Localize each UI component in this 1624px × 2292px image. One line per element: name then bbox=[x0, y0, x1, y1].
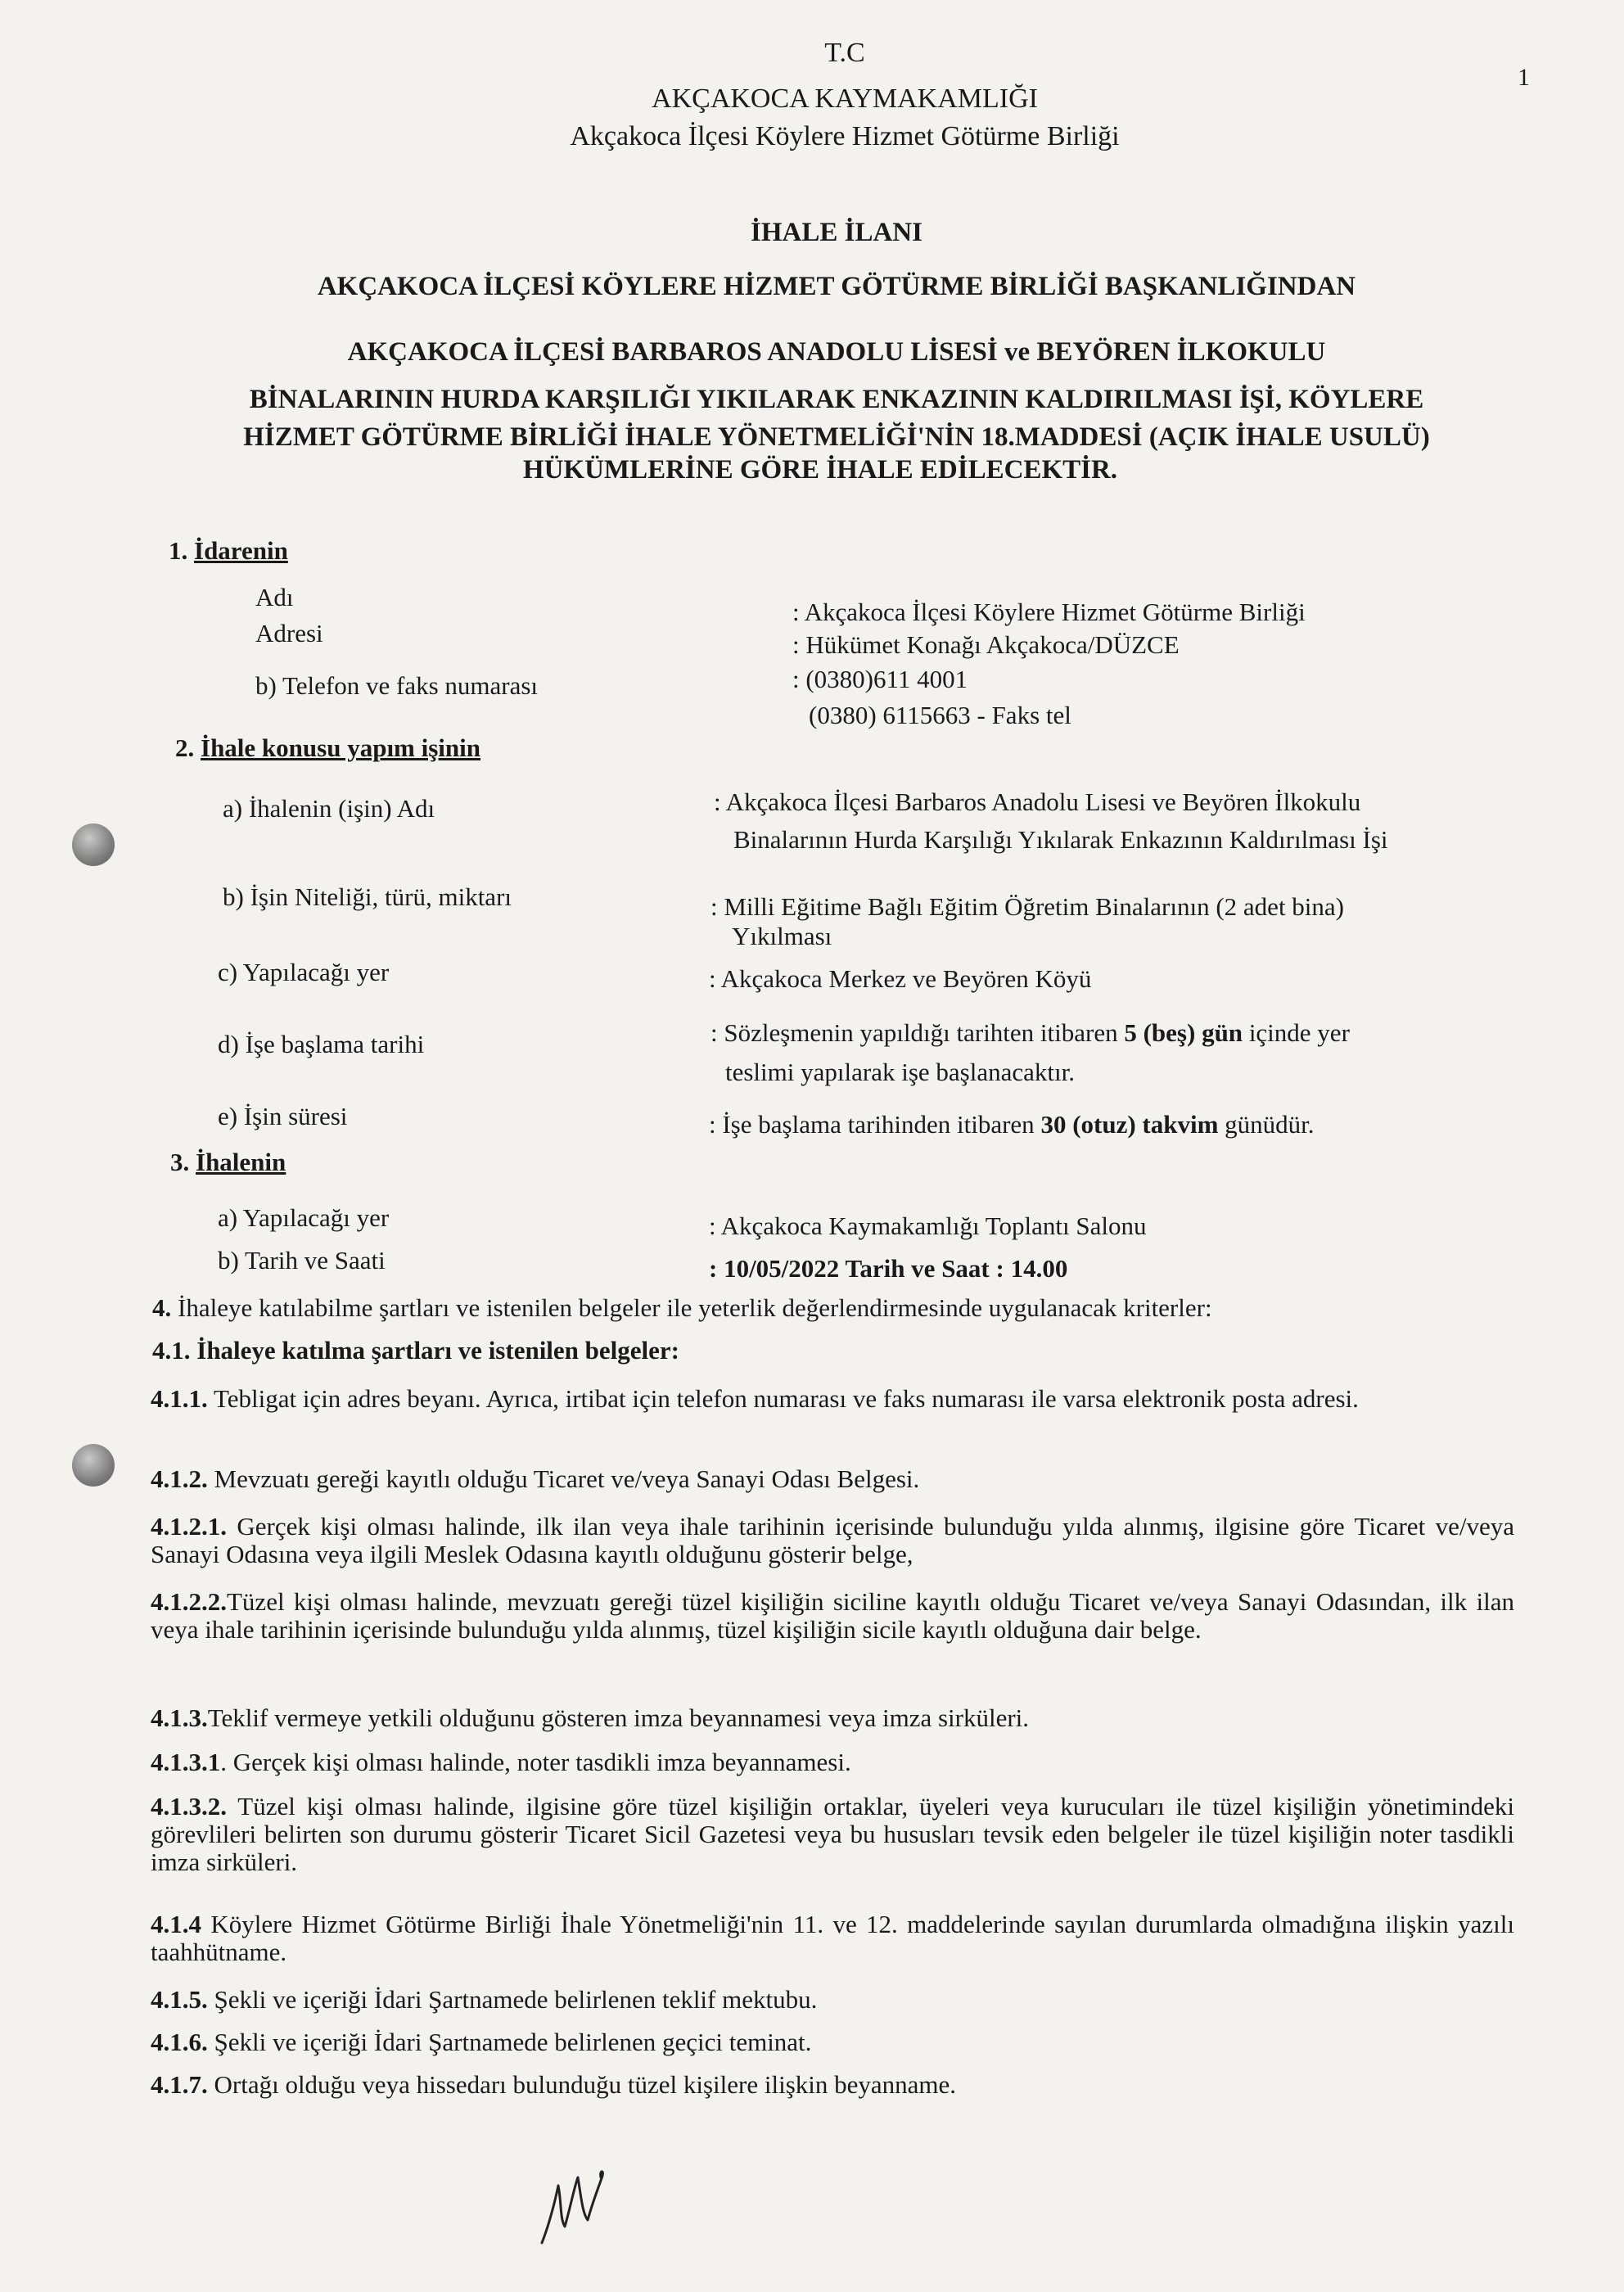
header-line-3: Akçakoca İlçesi Köylere Hizmet Götürme Birliği bbox=[570, 121, 1120, 151]
para-4-1-5-text: Şekli ve içeriği İdari Şartnamede belirlenen teklif mektubu. bbox=[207, 1985, 818, 2014]
para-4-1-4 bbox=[151, 1911, 1514, 1966]
punch-hole-bottom bbox=[72, 1444, 115, 1487]
s3-b-label: b) Tarih ve Saati bbox=[218, 1246, 386, 1275]
section-1-title: İdarenin bbox=[194, 536, 288, 565]
section-2-heading bbox=[175, 733, 480, 763]
para-4-1-3-1 bbox=[151, 1748, 1514, 1776]
section-3-title: İhalenin bbox=[196, 1148, 286, 1176]
para-4-1-2-number: 4.1.2. bbox=[151, 1464, 208, 1493]
para-4-1-5 bbox=[151, 1986, 1514, 2014]
s1-adi-value: : Akçakoca İlçesi Köylere Hizmet Götürme Birliği bbox=[792, 598, 1306, 626]
s2-d-value-1-post: içinde yer bbox=[1243, 1018, 1350, 1047]
para-4-1-7 bbox=[151, 2071, 1514, 2099]
para-4-1-3 bbox=[151, 1704, 1514, 1732]
para-4-1-2-2-number: 4.1.2.2. bbox=[151, 1587, 227, 1616]
para-4-1-7-number: 4.1.7. bbox=[151, 2070, 208, 2099]
para-4-1-6 bbox=[151, 2028, 1514, 2056]
s1-tel-label: b) Telefon ve faks numarası bbox=[255, 671, 539, 700]
para-4-1-2-1-text: Gerçek kişi olması halinde, ilk ilan veya ihale tarihinin içerisinde bulunduğu yılda alınmış, ilgisine göre Ticaret ve/veya Sanayi Odasına veya ilgili Meslek Odasına kayıtlı olduğunu gösterir belge, bbox=[151, 1512, 1514, 1568]
para-4-1-1-text: Tebligat için adres beyanı. Ayrıca, irtibat için telefon numarası ve faks numarası ile varsa elektronik posta adresi. bbox=[207, 1384, 1359, 1413]
s3-b-value: : 10/05/2022 Tarih ve Saat : 14.00 bbox=[709, 1254, 1068, 1283]
para-4-1-2-2 bbox=[151, 1588, 1514, 1644]
s2-a-value-2: Binalarının Hurda Karşılığı Yıkılarak Enkazının Kaldırılması İşi bbox=[733, 825, 1388, 854]
section-3-number: 3. bbox=[170, 1148, 190, 1176]
s1-tel-value: : (0380)611 4001 bbox=[792, 665, 968, 693]
s1-adres-value: : Hükümet Konağı Akçakoca/DÜZCE bbox=[792, 630, 1180, 659]
section-3-heading bbox=[170, 1148, 286, 1177]
para-4-1-3-2-text: Tüzel kişi olması halinde, ilgisine göre tüzel kişiliğin ortaklar, üyeleri veya kurucuları ile tüzel kişiliğin yönetimindeki görevlileri belirten son durumu gösterir Ticaret Sicil Gazetesi veya bu hususları tevsik eden belgeler ile tüzel kişiliğin noter tasdikli imza sirküleri. bbox=[151, 1792, 1514, 1876]
s2-e-label: e) İşin süresi bbox=[218, 1102, 348, 1130]
para-4-1-5-number: 4.1.5. bbox=[151, 1985, 208, 2014]
para-4-1-3-text: Teklif vermeye yetkili olduğunu gösteren imza beyannamesi veya imza sirküleri. bbox=[207, 1703, 1030, 1732]
s2-d-value-1-pre: : Sözleşmenin yapıldığı tarihten itibaren bbox=[710, 1018, 1125, 1047]
header-line-1: T.C bbox=[824, 38, 865, 68]
s2-c-value: : Akçakoca Merkez ve Beyören Köyü bbox=[709, 964, 1092, 993]
para-4-1-1-number: 4.1.1. bbox=[151, 1384, 208, 1413]
signature-initials bbox=[524, 2153, 622, 2251]
para-4-1-4-text: Köylere Hizmet Götürme Birliği İhale Yönetmeliği'nin 11. ve 12. maddelerinde sayılan durumlarda olmadığına ilişkin yazılı taahhütname. bbox=[151, 1910, 1514, 1966]
s4-intro-text: İhaleye katılabilme şartları ve istenilen belgeler ile yeterlik değerlendirmesinde uygulanacak kriterler: bbox=[171, 1293, 1212, 1322]
s2-d-label: d) İşe başlama tarihi bbox=[218, 1030, 425, 1058]
header-line-2: AKÇAKOCA KAYMAKAMLIĞI bbox=[652, 83, 1038, 114]
s2-d-value-1-bold: 5 (beş) gün bbox=[1124, 1018, 1243, 1047]
s2-a-label: a) İhalenin (işin) Adı bbox=[223, 794, 435, 823]
para-4-1-3-number: 4.1.3. bbox=[151, 1703, 208, 1732]
para-4-1-1 bbox=[151, 1385, 1514, 1413]
s2-e-value bbox=[709, 1110, 1315, 1139]
s2-b-value-2: Yıkılması bbox=[732, 922, 832, 950]
para-4-1-6-text: Şekli ve içeriği İdari Şartnamede belirlenen geçici teminat. bbox=[207, 2028, 812, 2056]
s2-d-value-1 bbox=[710, 1018, 1350, 1048]
para-4-1-2-2-text: Tüzel kişi olması halinde, mevzuatı gereği tüzel kişiliğin siciline kayıtlı olduğu Ticaret ve/veya Sanayi Odasından, ilk ilan veya ihale tarihinin içerisinde bulunduğu yılda alınmış, tüzel kişiliğin sicile kayıtlı olduğuna dair belge. bbox=[151, 1587, 1514, 1644]
para-4-1-4-number: 4.1.4 bbox=[151, 1910, 201, 1938]
para-4-1-2 bbox=[151, 1465, 1514, 1493]
section-1-number: 1. bbox=[169, 536, 188, 565]
subtitle-line-4: HÜKÜMLERİNE GÖRE İHALE EDİLECEKTİR. bbox=[522, 455, 1118, 485]
s2-e-value-post: günüdür. bbox=[1218, 1110, 1315, 1139]
subtitle-line-3: HİZMET GÖTÜRME BİRLİĞİ İHALE YÖNETMELİĞİ'NİN 18.MADDESİ (AÇIK İHALE USULÜ) bbox=[243, 422, 1430, 452]
s4-1-heading: 4.1. İhaleye katılma şartları ve istenilen belgeler: bbox=[152, 1336, 679, 1365]
subtitle-line-1: AKÇAKOCA İLÇESİ BARBAROS ANADOLU LİSESİ ve BEYÖREN İLKOKULU bbox=[347, 337, 1326, 367]
subtitle-line-2: BİNALARININ HURDA KARŞILIĞI YIKILARAK ENKAZININ KALDIRILMASI İŞİ, KÖYLERE bbox=[249, 385, 1424, 414]
s2-b-value-1: : Milli Eğitime Bağlı Eğitim Öğretim Binalarının (2 adet bina) bbox=[710, 892, 1345, 921]
para-4-1-6-number: 4.1.6. bbox=[151, 2028, 208, 2056]
s1-fax-value: (0380) 6115663 - Faks tel bbox=[809, 701, 1071, 729]
s2-a-value-1: : Akçakoca İlçesi Barbaros Anadolu Lisesi ve Beyören İlkokulu bbox=[714, 787, 1361, 816]
page-number: 1 bbox=[1518, 64, 1530, 91]
para-4-1-3-2 bbox=[151, 1793, 1514, 1876]
section-2-title: İhale konusu yapım işinin bbox=[201, 733, 481, 762]
para-4-1-3-1-number: 4.1.3.1 bbox=[151, 1748, 221, 1776]
para-4-1-3-2-number: 4.1.3.2. bbox=[151, 1792, 227, 1821]
title-line-1: İHALE İLANI bbox=[751, 218, 923, 247]
s4-intro bbox=[152, 1293, 1212, 1323]
para-4-1-7-text: Ortağı olduğu veya hissedarı bulunduğu tüzel kişilere ilişkin beyanname. bbox=[207, 2070, 957, 2099]
para-4-1-2-1 bbox=[151, 1513, 1514, 1568]
s3-a-label: a) Yapılacağı yer bbox=[218, 1203, 390, 1232]
s1-adres-label: Adresi bbox=[255, 619, 323, 647]
para-4-1-2-text: Mevzuatı gereği kayıtlı olduğu Ticaret ve/veya Sanayi Odası Belgesi. bbox=[207, 1464, 920, 1493]
section-2-number: 2. bbox=[175, 733, 195, 762]
s2-c-label: c) Yapılacağı yer bbox=[218, 958, 390, 986]
title-line-2: AKÇAKOCA İLÇESİ KÖYLERE HİZMET GÖTÜRME BİRLİĞİ BAŞKANLIĞINDAN bbox=[317, 272, 1356, 301]
section-1-heading bbox=[169, 536, 288, 566]
s4-intro-number: 4. bbox=[152, 1293, 172, 1322]
para-4-1-3-1-text: . Gerçek kişi olması halinde, noter tasdikli imza beyannamesi. bbox=[220, 1748, 851, 1776]
s2-e-value-pre: : İşe başlama tarihinden itibaren bbox=[709, 1110, 1041, 1139]
s3-a-value: : Akçakoca Kaymakamlığı Toplantı Salonu bbox=[709, 1211, 1147, 1240]
s2-b-label: b) İşin Niteliği, türü, miktarı bbox=[223, 882, 512, 911]
punch-hole-top bbox=[72, 823, 115, 866]
s2-d-value-2: teslimi yapılarak işe başlanacaktır. bbox=[725, 1058, 1075, 1086]
s1-adi-label: Adı bbox=[255, 583, 294, 611]
para-4-1-2-1-number: 4.1.2.1. bbox=[151, 1512, 227, 1541]
s2-e-value-bold: 30 (otuz) takvim bbox=[1040, 1110, 1219, 1139]
